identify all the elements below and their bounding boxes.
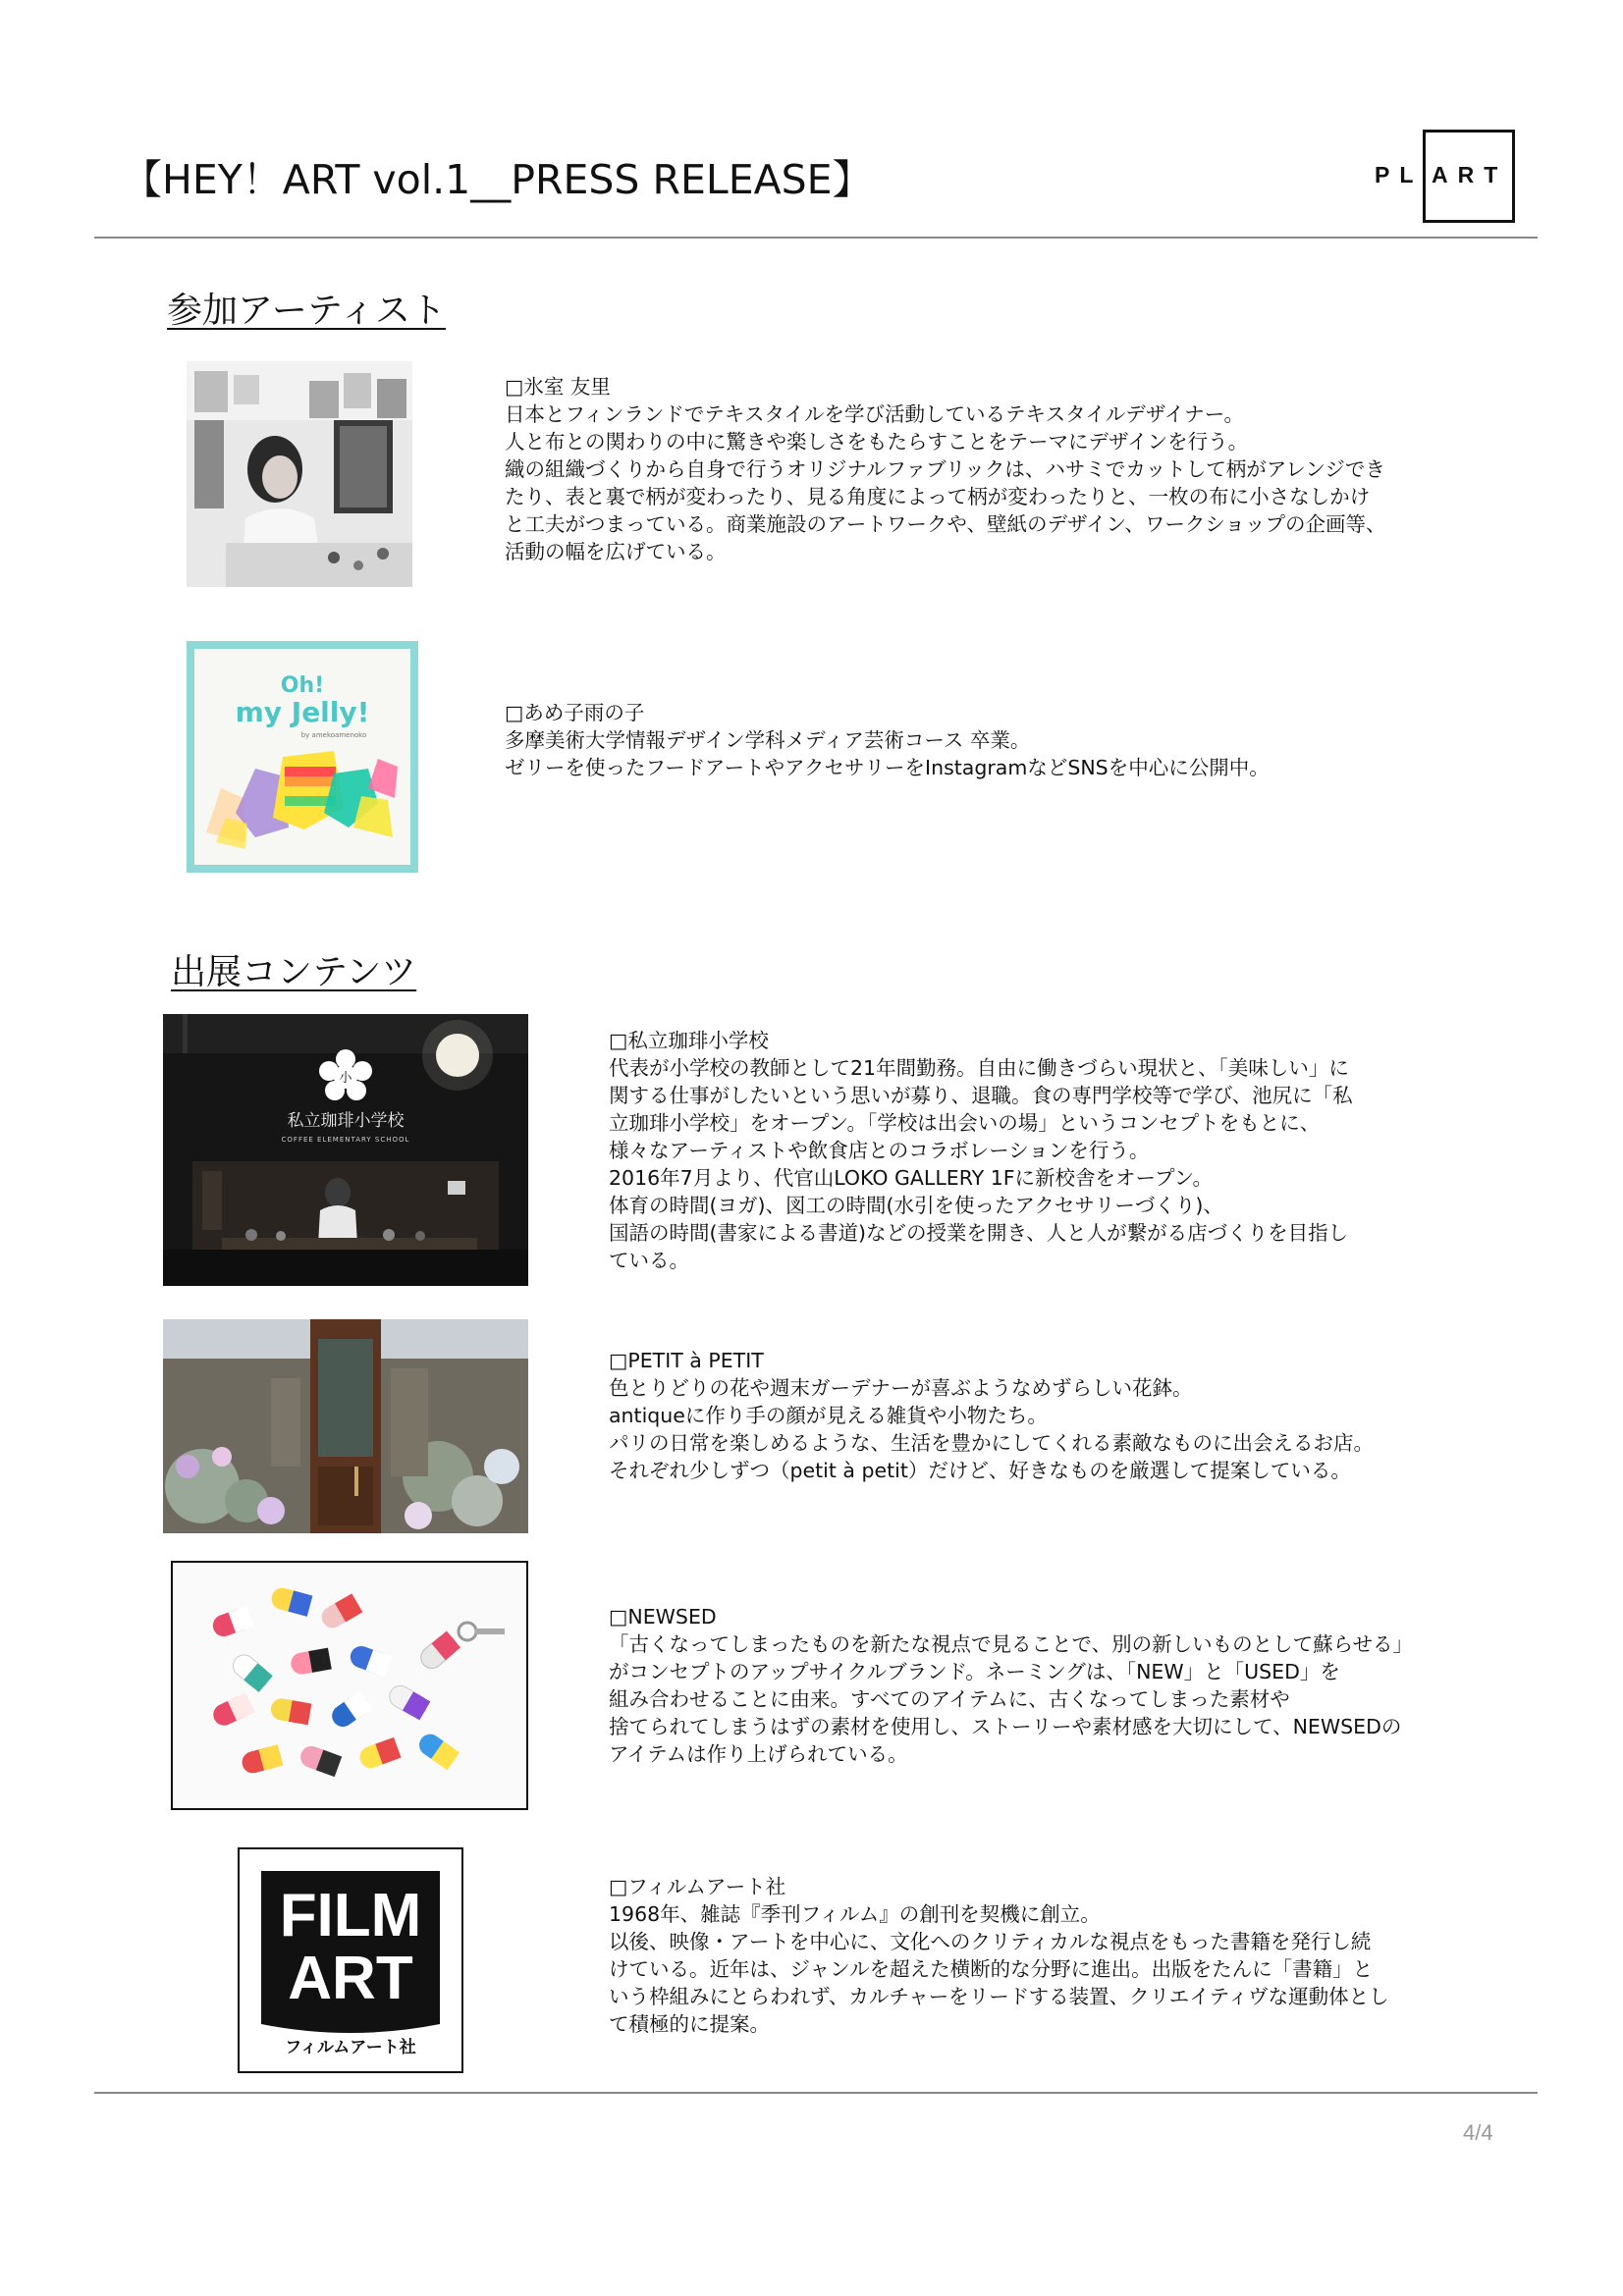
content-desc-line: それぞれ少しずつ（petit à petit）だけど、好きなものを厳選して提案している。 <box>609 1459 1351 1482</box>
coffee-school-sub: COFFEE ELEMENTARY SCHOOL <box>281 1136 410 1144</box>
filmart-text-art: ART <box>288 1945 413 2012</box>
content-desc-line: 1968年、雑誌『季刊フィルム』の創刊を契機に創立。 <box>609 1902 1101 1926</box>
artist-photo-himuro <box>187 361 412 587</box>
page-title: 【HEY！ART vol.1__PRESS RELEASE】 <box>122 156 873 203</box>
jelly-text-2: my Jelly! <box>235 696 370 728</box>
content-desc-line: 「古くなってしまったものを新たな視点で見ることで、別の新しいものとして蘇らせる」 <box>609 1632 1413 1656</box>
content-desc-line: ている。 <box>609 1249 689 1272</box>
content-desc-line: アイテムは作り上げられている。 <box>609 1742 908 1766</box>
content-photo-petit-a-petit <box>163 1319 528 1533</box>
artist-desc-line: ゼリーを使ったフードアートやアクセサリーをInstagramなどSNSを中心に公開中。 <box>505 756 1270 779</box>
content-desc-line: パリの日常を楽しめるような、生活を豊かにしてくれる素敵なものに出会えるお店。 <box>609 1431 1374 1455</box>
content-desc-line: 様々なアーティストや飲食店とのコラボレーションを行う。 <box>609 1139 1150 1162</box>
content-desc-line: がコンセプトのアップサイクルブランド。ネーミングは、「NEW」と「USED」を <box>609 1660 1340 1683</box>
content-name: □フィルムアート社 <box>609 1875 786 1898</box>
content-logo-filmart <box>238 1847 463 2073</box>
artist-desc-line: 人と布との関わりの中に驚きや楽しさをもたらすことをテーマにデザインを行う。 <box>505 430 1249 454</box>
coffee-school-mark: 小 <box>339 1071 352 1086</box>
header-divider <box>94 237 1538 239</box>
artist-desc-line: 日本とフィンランドでテキスタイルを学び活動しているテキスタイルデザイナー。 <box>505 402 1244 426</box>
content-desc-line: いう枠組みにとらわれず、カルチャーをリードする装置、クリエイティヴな運動体とし <box>609 1985 1389 2008</box>
content-desc-line: 2016年7月より、代官山LOKO GALLERY 1Fに新校舎をオープン。 <box>609 1166 1214 1190</box>
content-desc-line: 立珈琲小学校」をオープン。「学校は出会いの場」というコンセプトをもとに、 <box>609 1111 1321 1135</box>
content-photo-coffee-school <box>163 1014 528 1286</box>
jelly-text-3: by amekoamenoko <box>300 731 367 739</box>
logo-text-box: ART <box>1432 162 1508 187</box>
content-desc-line: 組み合わせることに由来。すべてのアイテムに、古くなってしまった素材や <box>609 1687 1290 1711</box>
content-desc-line: 色とりどりの花や週末ガーデナーが喜ぶようなめずらしい花鉢。 <box>609 1376 1193 1400</box>
artist-name: □あめ子雨の子 <box>505 701 645 724</box>
section-title-artists: 参加アーティスト <box>167 291 447 331</box>
content-desc-line: 捨てられてしまうはずの素材を使用し、ストーリーや素材感を大切にして、NEWSEDの <box>609 1715 1402 1738</box>
coffee-school-sign: 私立珈琲小学校 <box>287 1111 405 1131</box>
footer-divider <box>94 2092 1538 2094</box>
content-entry-coffee-school <box>609 1027 1353 1274</box>
content-entry-petit-a-petit <box>609 1347 1374 1484</box>
filmart-text-company: フィルムアート社 <box>285 2038 416 2057</box>
artist-photo-ameko <box>187 641 418 873</box>
content-desc-line: antiqueに作り手の顔が見える雑貨や小物たち。 <box>609 1404 1048 1427</box>
artist-desc-line: 活動の幅を広げている。 <box>505 540 727 563</box>
artist-entry-ameko <box>505 699 1270 781</box>
content-desc-line: けている。近年は、ジャンルを超えた横断的な分野に進出。出版をたんに「書籍」と <box>609 1957 1374 1981</box>
content-desc-line: 以後、映像・アートを中心に、文化へのクリティカルな視点をもった書籍を発行し続 <box>609 1930 1372 1953</box>
artist-name: □氷室 友里 <box>505 375 611 399</box>
filmart-text-film: FILM <box>279 1882 422 1949</box>
artist-desc-line: たり、表と裏で柄が変わったり、見る角度によって柄が変わったりと、一枚の布に小さなしかけ <box>505 485 1371 508</box>
page-number: 4/4 <box>1463 2120 1493 2145</box>
content-desc-line: 国語の時間(書家による書道)などの授業を開き、人と人が繋がる店づくりを目指し <box>609 1221 1349 1245</box>
content-desc-line: 体育の時間(ヨガ)、図工の時間(水引を使ったアクセサリーづくり)、 <box>609 1194 1223 1217</box>
section-title-contents: 出展コンテンツ <box>171 952 417 992</box>
content-entry-filmart <box>609 1873 1389 2038</box>
artist-desc-line: 織の組織づくりから自身で行うオリジナルファブリックは、ハサミでカットして柄がアレンジでき <box>505 457 1385 481</box>
jelly-text-1: Oh! <box>280 673 325 698</box>
content-name: □NEWSED <box>609 1605 717 1629</box>
content-photo-newsed <box>171 1561 528 1810</box>
logo-text-left: PL <box>1375 162 1424 187</box>
artist-desc-line: と工夫がつまっている。商業施設のアートワークや、壁紙のデザイン、ワークショップの企画等、 <box>505 512 1386 536</box>
content-desc-line: 代表が小学校の教師として21年間勤務。自由に働きづらい現状と、「美味しい」に <box>609 1056 1349 1080</box>
content-desc-line: 関する仕事がしたいという思いが募り、退職。食の専門学校等で学び、池尻に「私 <box>609 1084 1353 1107</box>
content-desc-line: て積極的に提案。 <box>609 2012 770 2036</box>
content-name: □PETIT à PETIT <box>609 1349 764 1372</box>
artist-desc-line: 多摩美術大学情報デザイン学科メディア芸術コース 卒業。 <box>505 728 1031 752</box>
artist-entry-himuro <box>505 373 1386 565</box>
content-entry-newsed <box>609 1603 1413 1768</box>
content-name: □私立珈琲小学校 <box>609 1029 769 1052</box>
